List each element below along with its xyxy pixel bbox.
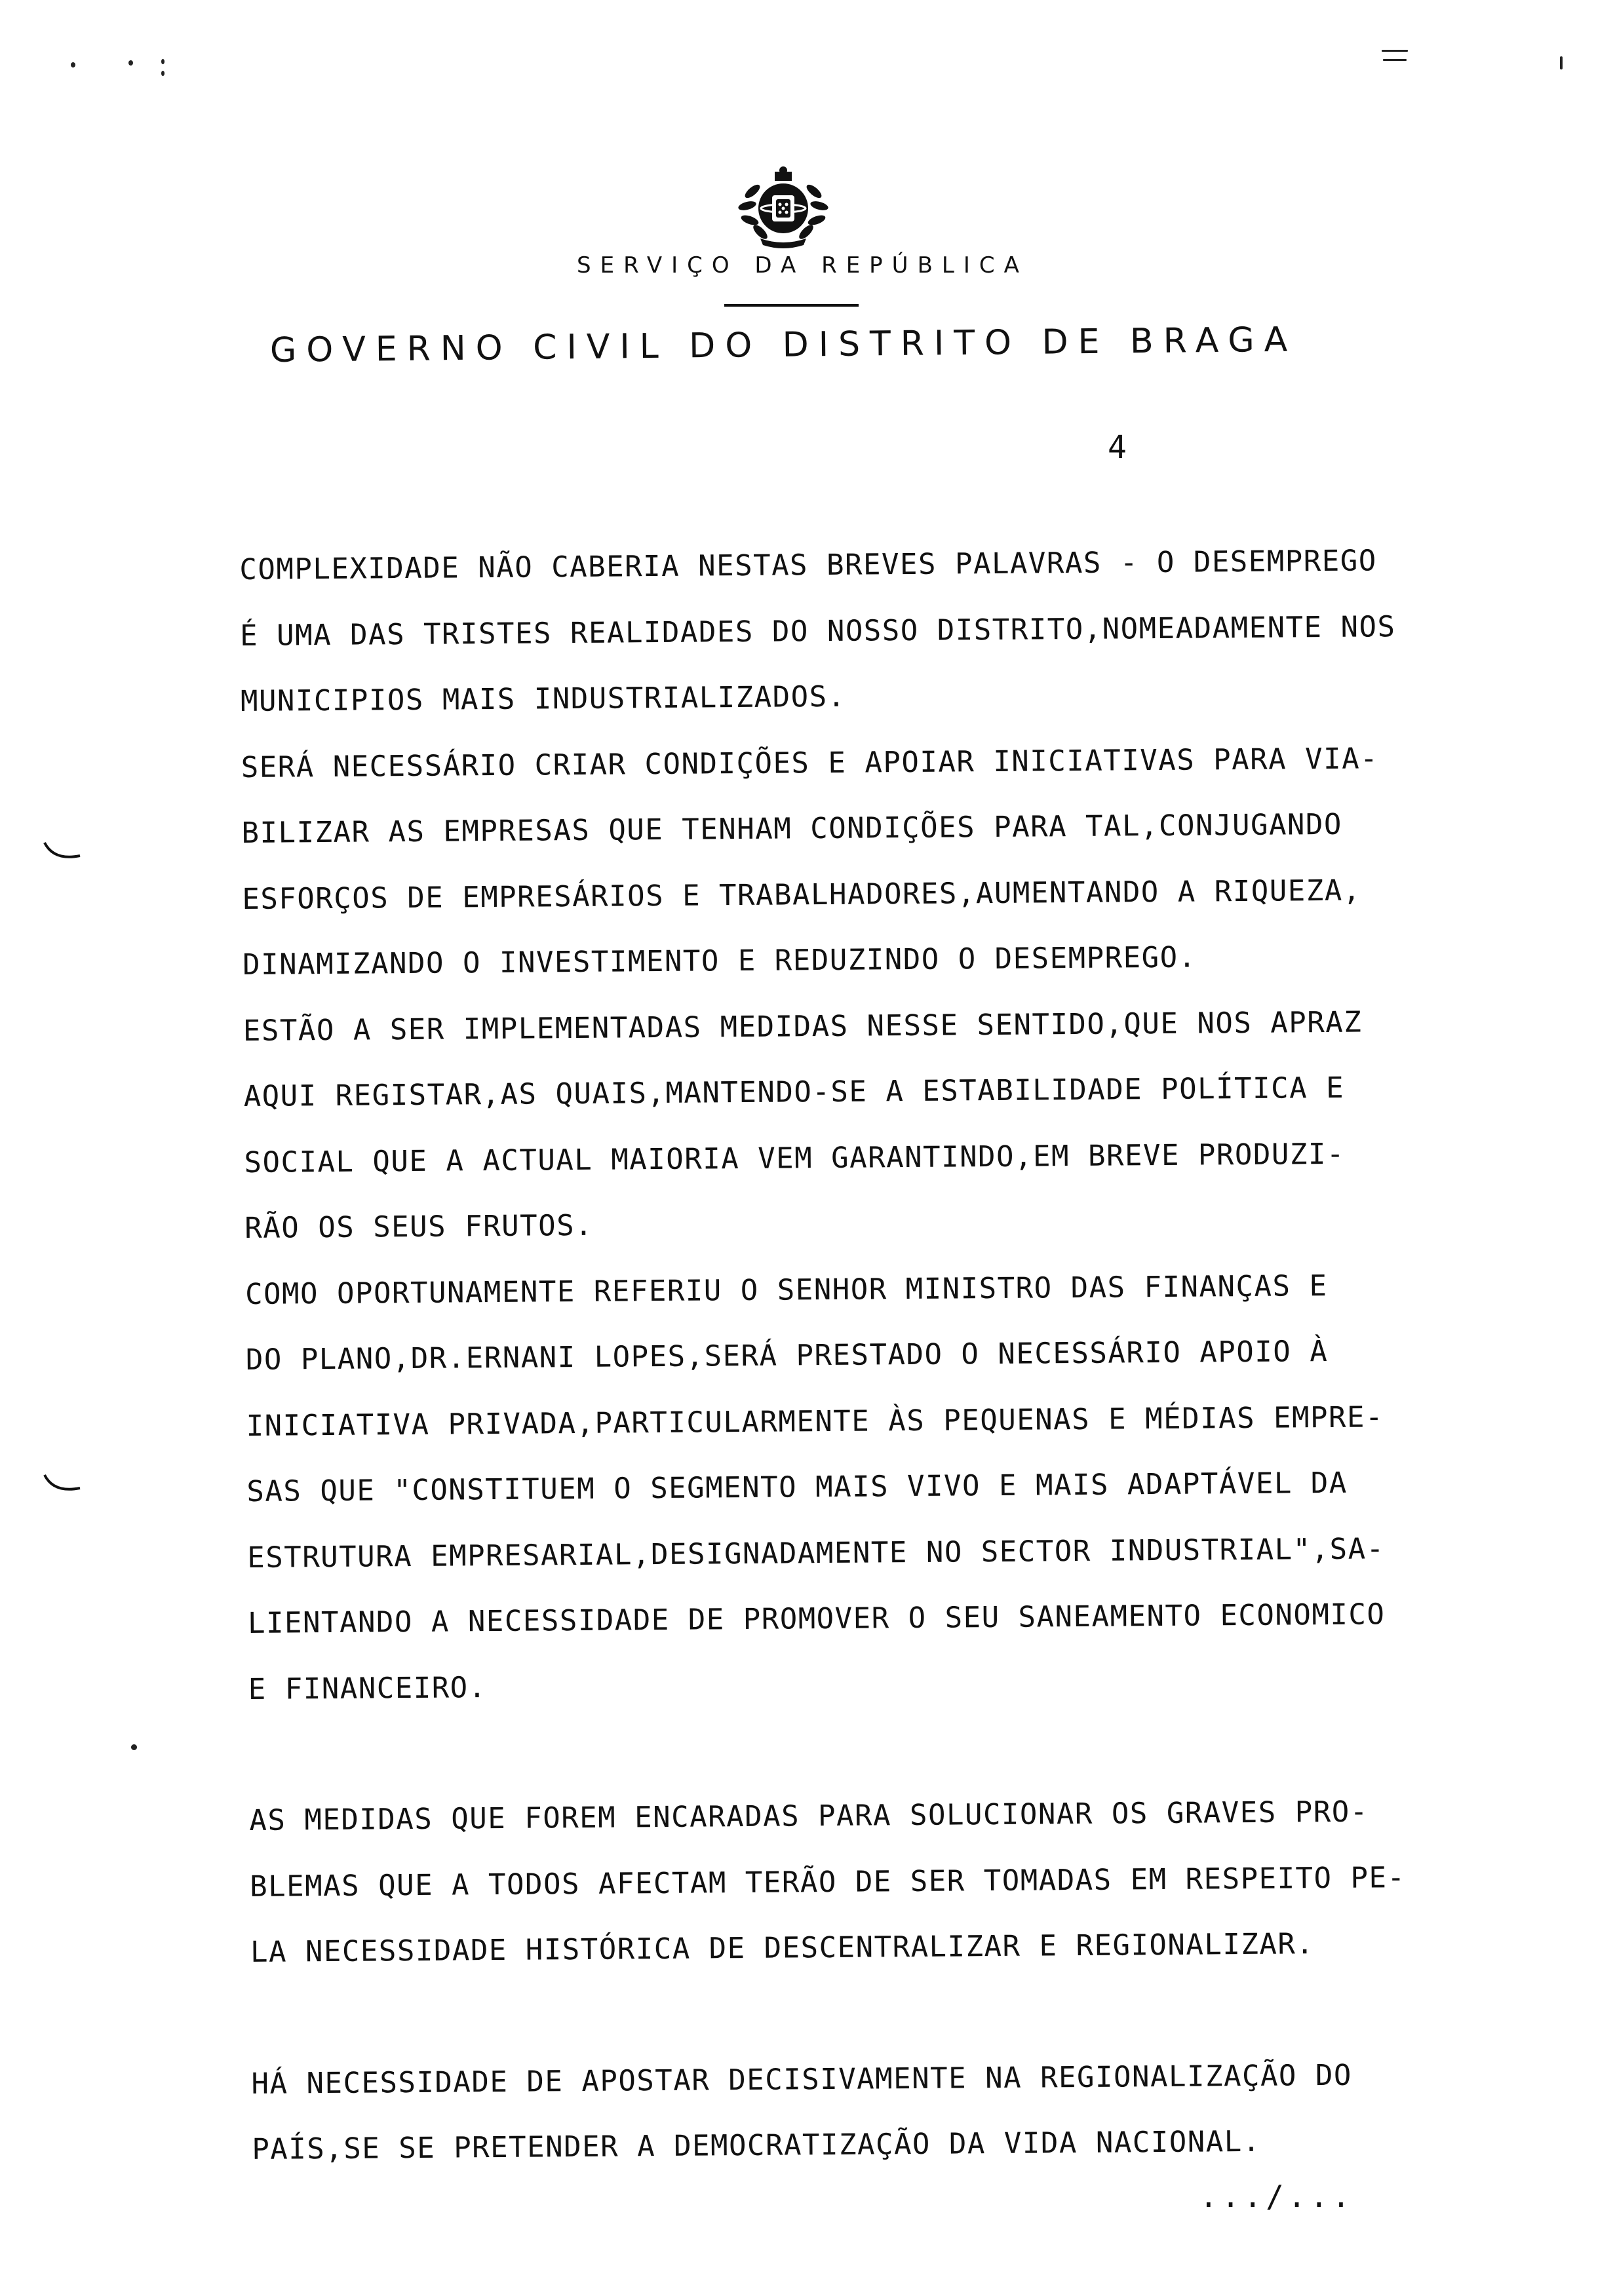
scan-speck: [131, 1744, 137, 1750]
text-line: LIENTANDO A NECESSIDADE DE PROMOVER O SEU SANEAMENTO ECONOMICO: [247, 1598, 1386, 1640]
text-line: DINAMIZANDO O INVESTIMENTO E REDUZINDO O DESEMPREGO.: [242, 940, 1197, 982]
scan-speck: [1382, 50, 1408, 52]
text-line: HÁ NECESSIDADE DE APOSTAR DECISIVAMENTE NA REGIONALIZAÇÃO DO: [251, 2058, 1353, 2101]
document-body: [239, 527, 1498, 2183]
text-line: ESTRUTURA EMPRESARIAL,DESIGNADAMENTE NO SECTOR INDUSTRIAL",SA-: [247, 1531, 1385, 1575]
scan-speck: [128, 60, 133, 66]
coat-of-arms-icon: [734, 165, 832, 250]
text-line: PAÍS,SE SE PRETENDER A DEMOCRATIZAÇÃO DA VIDA NACIONAL.: [252, 2124, 1261, 2166]
text-line: BILIZAR AS EMPRESAS QUE TENHAM CONDIÇÕES PARA TAL,CONJUGANDO: [241, 807, 1343, 850]
text-line: SERÁ NECESSÁRIO CRIAR CONDIÇÕES E APOIAR INICIATIVAS PARA VIA-: [241, 741, 1379, 784]
page-number: 4: [1108, 429, 1127, 466]
text-line: AS MEDIDAS QUE FOREM ENCARADAS PARA SOLUCIONAR OS GRAVES PRO-: [249, 1795, 1369, 1837]
text-line: BLEMAS QUE A TODOS AFECTAM TERÃO DE SER TOMADAS EM RESPEITO PE-: [249, 1860, 1406, 1904]
text-line: ESFORÇOS DE EMPRESÁRIOS E TRABALHADORES,AUMENTANDO A RIQUEZA,: [242, 873, 1361, 916]
text-line: RÃO OS SEUS FRUTOS.: [244, 1208, 594, 1245]
heading-divider: [724, 304, 859, 307]
text-line: É UMA DAS TRISTES REALIDADES DO NOSSO DISTRITO,NOMEADAMENTE NOS: [239, 609, 1396, 653]
text-line: LA NECESSIDADE HISTÓRICA DE DESCENTRALIZAR E REGIONALIZAR.: [250, 1927, 1315, 1969]
text-line: COMO OPORTUNAMENTE REFERIU O SENHOR MINISTRO DAS FINANÇAS E: [244, 1269, 1328, 1311]
scan-speck: [1383, 59, 1407, 61]
text-line: INICIATIVA PRIVADA,PARTICULARMENTE ÀS PEQUENAS E MÉDIAS EMPRE-: [246, 1400, 1384, 1443]
text-line: SAS QUE "CONSTITUEM O SEGMENTO MAIS VIVO E MAIS ADAPTÁVEL DA: [246, 1466, 1348, 1508]
service-heading: SERVIÇO DA REPÚBLICA: [577, 252, 1028, 278]
binding-hole-mark: [41, 839, 87, 865]
text-line: E FINANCEIRO.: [248, 1670, 487, 1706]
paragraph-gap: [250, 1976, 1496, 2052]
paragraph: [239, 527, 1494, 1723]
continuation-mark: .../...: [1199, 2179, 1354, 2214]
scan-speck: [161, 59, 165, 64]
binding-hole-mark: [41, 1471, 87, 1497]
text-line: COMPLEXIDADE NÃO CABERIA NESTAS BREVES PALAVRAS - O DESEMPREGO: [239, 544, 1377, 586]
scan-speck: [71, 62, 75, 67]
text-line: AQUI REGISTAR,AS QUAIS,MANTENDO-SE A ESTABILIDADE POLÍTICA E: [243, 1071, 1345, 1113]
paragraph: [251, 2042, 1498, 2183]
text-line: SOCIAL QUE A ACTUAL MAIORIA VEM GARANTINDO,EM BREVE PRODUZI-: [244, 1137, 1346, 1179]
scan-speck: [1560, 56, 1563, 69]
scan-speck: [161, 71, 165, 76]
text-line: DO PLANO,DR.ERNANI LOPES,SERÁ PRESTADO O NECESSÁRIO APOIO À: [245, 1334, 1329, 1377]
text-line: MUNICIPIOS MAIS INDUSTRIALIZADOS.: [240, 679, 846, 718]
text-line: ESTÃO A SER IMPLEMENTADAS MEDIDAS NESSE SENTIDO,QUE NOS APRAZ: [243, 1005, 1363, 1048]
paragraph-gap: [248, 1713, 1494, 1788]
paragraph: [249, 1778, 1496, 1985]
government-heading: GOVERNO CIVIL DO DISTRITO DE BRAGA: [269, 320, 1298, 370]
